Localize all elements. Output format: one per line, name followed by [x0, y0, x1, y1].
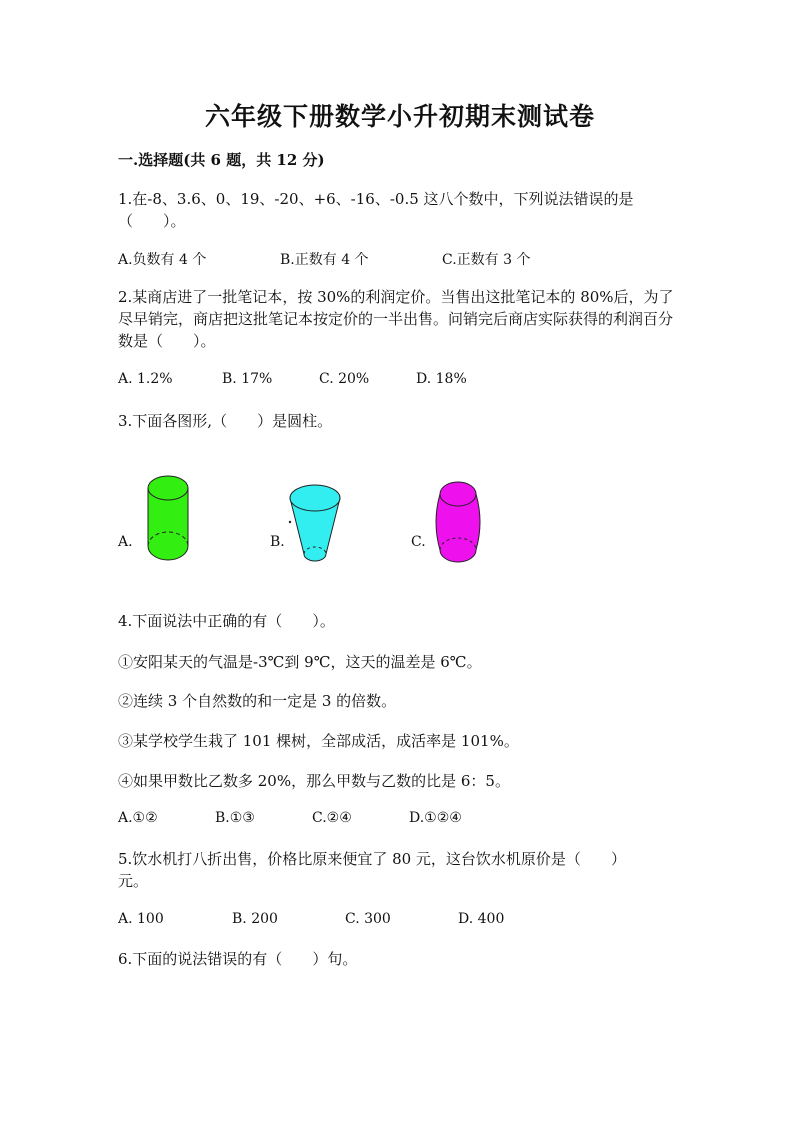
option-b[interactable]: B. 200: [232, 911, 278, 927]
question-1-text-cont: （ ）。: [118, 212, 186, 230]
question-6-text: 6.下面的说法错误的有（ ）句。: [118, 950, 358, 968]
truncated-cone-shape[interactable]: [284, 480, 344, 570]
option-d[interactable]: D. 18%: [416, 371, 467, 387]
question-5-text-cont: 元。: [118, 872, 149, 890]
option-d[interactable]: D.①②④: [409, 810, 462, 826]
option-a[interactable]: A. 100: [118, 911, 164, 927]
section-heading: 一.选择题(共 6 题，共 12 分): [118, 151, 325, 169]
option-c[interactable]: C.②④: [312, 810, 352, 826]
option-a[interactable]: A.负数有 4 个: [118, 252, 207, 268]
option-d[interactable]: D. 400: [458, 911, 505, 927]
statement-4: ④如果甲数比乙数多 20%，那么甲数与乙数的比是 6：5。: [118, 772, 510, 790]
option-b[interactable]: B.正数有 4 个: [280, 252, 369, 268]
option-c[interactable]: C.正数有 3 个: [442, 252, 531, 268]
statement-2: ②连续 3 个自然数的和一定是 3 的倍数。: [118, 692, 397, 710]
barrel-shape[interactable]: [430, 474, 486, 570]
option-c[interactable]: C. 300: [345, 911, 391, 927]
shape-a-label[interactable]: A.: [118, 534, 133, 550]
cylinder-shape[interactable]: [140, 470, 200, 570]
page-title: 六年级下册数学小升初期末测试卷: [204, 102, 595, 131]
statement-1: ①安阳某天的气温是-3℃到 9℃，这天的温差是 6℃。: [118, 653, 482, 671]
question-5-text: 5.饮水机打八折出售，价格比原来便宜了 80 元，这台饮水机原价是（ ）: [118, 850, 626, 868]
question-4-text: 4.下面说法中正确的有（ ）。: [118, 612, 335, 630]
question-1-text: 1.在-8、3.6、0、19、-20、+6、-16、-0.5 这八个数中，下列说法错误的是: [118, 190, 634, 208]
option-b[interactable]: B.①③: [215, 810, 255, 826]
option-a[interactable]: A.①②: [118, 810, 158, 826]
statement-3: ③某学校学生栽了 101 棵树，全部成活，成活率是 101%。: [118, 732, 519, 750]
option-b[interactable]: B. 17%: [222, 371, 273, 387]
question-3-text: 3.下面各图形,（ ）是圆柱。: [118, 412, 333, 430]
shape-c-label[interactable]: C.: [411, 534, 426, 550]
shape-b-label[interactable]: B.: [270, 534, 285, 550]
option-a[interactable]: A. 1.2%: [118, 371, 173, 387]
question-2-text: 2.某商店进了一批笔记本，按 30%的利润定价。当售出这批笔记本的 80%后，为了尽早销完，商店把这批笔记本按定价的一半出售。问销完后商店实际获得的利润百分数是（ ）。: [118, 288, 674, 350]
option-c[interactable]: C. 20%: [319, 371, 370, 387]
